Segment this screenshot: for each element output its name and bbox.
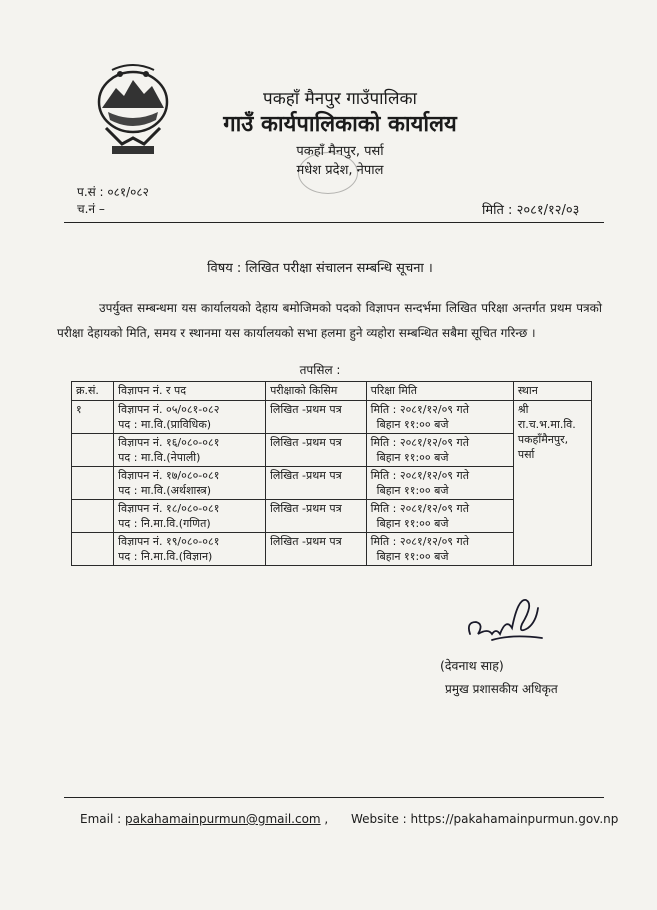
row-sn: १	[72, 401, 114, 434]
row-adv-number: विज्ञापन नं. १८/०८०-०८१	[118, 502, 220, 515]
row-post-name: पद : नि.मा.वि.(विज्ञान)	[118, 550, 213, 563]
header-divider	[64, 222, 604, 223]
website-label: Website :	[351, 812, 407, 826]
row-adv-number: विज्ञापन नं. ०५/०८१-०८२	[118, 403, 220, 416]
venue-cell	[513, 401, 591, 566]
row-post	[114, 434, 266, 467]
row-post	[114, 467, 266, 500]
venue-line: पकहाँमैनपुर,	[517, 433, 569, 446]
row-exam-date	[366, 500, 513, 533]
footer-divider	[64, 797, 604, 798]
table-header-row	[72, 382, 592, 401]
email-link[interactable]: pakahamainpurmun@gmail.com	[124, 812, 321, 826]
office-province: मधेश प्रदेश, नेपाल	[296, 163, 384, 178]
signatory-title: प्रमुख प्रशासकीय अधिकृत	[445, 682, 558, 696]
email-label: Email :	[80, 812, 122, 826]
row-time: बिहान ११:०० बजे	[376, 484, 449, 497]
venue-line: पर्सा	[517, 448, 535, 461]
row-adv-number: विज्ञापन नं. १९/०८०-०८१	[118, 535, 220, 548]
row-post-name: पद : मा.वि.(प्राविधिक)	[118, 418, 212, 431]
row-post-name: पद : मा.वि.(अर्थशास्त्र)	[118, 484, 212, 497]
row-exam-date	[366, 467, 513, 500]
row-sn	[72, 467, 114, 500]
dispatch-number: च.नं –	[77, 202, 105, 216]
row-post	[114, 500, 266, 533]
venue-line: श्री	[517, 403, 529, 416]
office-address: पकहाँ मैनपुर, पर्सा	[296, 144, 384, 159]
exam-schedule-table	[71, 381, 592, 566]
row-date: मिति : २०८१/१२/०९ गते	[370, 436, 469, 449]
row-exam-type: लिखित -प्रथम पत्र	[266, 401, 367, 434]
table-row	[72, 401, 592, 434]
row-exam-type: लिखित -प्रथम पत्र	[266, 500, 367, 533]
reference-number: प.सं : ०८१/०८२	[77, 185, 149, 199]
row-exam-date	[366, 434, 513, 467]
venue-line: रा.च.भ.मा.वि.	[517, 418, 576, 431]
row-sn	[72, 434, 114, 467]
row-exam-date	[366, 533, 513, 566]
row-sn	[72, 500, 114, 533]
email-separator: ,	[320, 812, 329, 826]
office-stamp-icon	[298, 152, 358, 194]
row-time: बिहान ११:०० बजे	[376, 550, 449, 563]
website-link[interactable]: https://pakahamainpurmun.gov.np	[410, 812, 619, 826]
col-header-exam-date: परिक्षा मिति	[366, 382, 513, 401]
row-date: मिति : २०८१/१२/०९ गते	[370, 469, 469, 482]
row-exam-type: लिखित -प्रथम पत्र	[266, 434, 367, 467]
row-date: मिति : २०८१/१२/०९ गते	[370, 502, 469, 515]
row-post-name: पद : मा.वि.(नेपाली)	[118, 451, 201, 464]
row-time: बिहान ११:०० बजे	[376, 418, 449, 431]
row-time: बिहान ११:०० बजे	[376, 517, 449, 530]
row-exam-date	[366, 401, 513, 434]
row-post-name: पद : नि.मा.वि.(गणित)	[118, 517, 211, 530]
row-exam-type: लिखित -प्रथम पत्र	[266, 533, 367, 566]
notice-subject: विषय : लिखित परीक्षा संचालन सम्बन्धि सूचना ।	[207, 261, 433, 276]
row-sn	[72, 533, 114, 566]
col-header-sn: क्र.सं.	[72, 382, 114, 401]
letter-date: मिति : २०८१/१२/०३	[482, 203, 580, 218]
row-adv-number: विज्ञापन नं. १७/०८०-०८१	[118, 469, 220, 482]
signature-icon	[462, 588, 552, 650]
row-date: मिति : २०८१/१२/०९ गते	[370, 403, 469, 416]
notice-body	[57, 296, 602, 346]
footer-website	[351, 812, 618, 826]
row-post	[114, 533, 266, 566]
row-exam-type: लिखित -प्रथम पत्र	[266, 467, 367, 500]
row-post	[114, 401, 266, 434]
col-header-post: विज्ञापन नं. र पद	[114, 382, 266, 401]
row-adv-number: विज्ञापन नं. १६/०८०-०८१	[118, 436, 220, 449]
footer-email	[80, 812, 328, 826]
col-header-venue: स्थान	[513, 382, 591, 401]
office-title: गाउँ कार्यपालिकाको कार्यालय	[223, 112, 457, 137]
notice-body-text: उपर्युक्त सम्बन्धमा यस कार्यालयको देहाय बमोजिमको पदको विज्ञापन सन्दर्भमा लिखित परिक्षा अन्तर्गत प्रथम पत्रको परीक्षा देहायको मिति, समय र स्थानमा यस कार्यालयको सभा हलमा हुने व्यहोरा सम्बन्धित सबैमा सूचित गरिन्छ ।	[57, 301, 602, 340]
signatory-name: (देवनाथ साह)	[440, 658, 504, 673]
row-date: मिति : २०८१/१२/०९ गते	[370, 535, 469, 548]
schedule-heading: तपसिल :	[299, 363, 341, 377]
row-time: बिहान ११:०० बजे	[376, 451, 449, 464]
office-name: पकहाँ मैनपुर गाउँपालिका	[263, 89, 417, 109]
col-header-exam-type: परीक्षाको किसिम	[266, 382, 367, 401]
